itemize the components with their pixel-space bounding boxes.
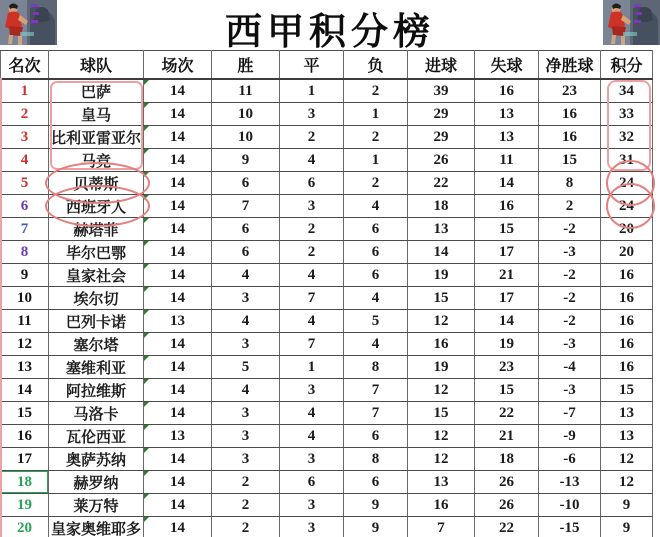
goals-for-cell: 16	[408, 333, 475, 356]
points-cell: 31	[601, 149, 653, 172]
rank-cell: 13	[1, 356, 49, 379]
team-cell: 塞维利亚	[49, 356, 144, 379]
points-cell: 12	[601, 448, 653, 471]
table-row	[1, 356, 653, 379]
played-cell: 14	[144, 172, 212, 195]
draw-cell: 3	[280, 448, 344, 471]
table-row	[1, 425, 653, 448]
points-cell: 32	[601, 126, 653, 149]
win-cell: 2	[212, 517, 280, 537]
win-cell: 3	[212, 333, 280, 356]
table-row	[1, 448, 653, 471]
points-cell: 16	[601, 264, 653, 287]
played-cell: 14	[144, 517, 212, 537]
played-cell: 14	[144, 471, 212, 494]
goals-for-cell: 16	[408, 494, 475, 517]
win-cell: 3	[212, 402, 280, 425]
goals-against-cell: 15	[475, 379, 539, 402]
column-header-wins: 胜	[212, 51, 280, 80]
basketball-artwork-icon	[603, 0, 660, 45]
draw-cell: 4	[280, 425, 344, 448]
draw-cell: 3	[280, 195, 344, 218]
goal-diff-cell: -10	[539, 494, 601, 517]
win-cell: 4	[212, 310, 280, 333]
win-cell: 3	[212, 448, 280, 471]
goals-for-cell: 19	[408, 356, 475, 379]
win-cell: 4	[212, 264, 280, 287]
played-cell: 14	[144, 218, 212, 241]
goal-diff-cell: 15	[539, 149, 601, 172]
rank-cell: 8	[1, 241, 49, 264]
loss-cell: 4	[344, 287, 408, 310]
title-band	[0, 0, 660, 53]
goals-against-cell: 16	[475, 195, 539, 218]
team-cell: 阿拉维斯	[49, 379, 144, 402]
goals-against-cell: 13	[475, 126, 539, 149]
win-cell: 6	[212, 172, 280, 195]
loss-cell: 2	[344, 172, 408, 195]
team-cell: 巴萨	[49, 79, 144, 103]
goals-against-cell: 26	[475, 494, 539, 517]
rank-cell: 12	[1, 333, 49, 356]
draw-cell: 4	[280, 149, 344, 172]
team-cell: 皇马	[49, 103, 144, 126]
goals-for-cell: 26	[408, 149, 475, 172]
draw-cell: 7	[280, 333, 344, 356]
team-cell: 贝蒂斯	[49, 172, 144, 195]
goal-diff-cell: -2	[539, 310, 601, 333]
goal-diff-cell: -2	[539, 287, 601, 310]
played-cell: 14	[144, 79, 212, 103]
goal-diff-cell: -9	[539, 425, 601, 448]
team-cell: 巴列卡诺	[49, 310, 144, 333]
points-cell: 13	[601, 425, 653, 448]
win-cell: 10	[212, 103, 280, 126]
loss-cell: 9	[344, 517, 408, 537]
table-row	[1, 264, 653, 287]
goals-for-cell: 13	[408, 218, 475, 241]
goals-for-cell: 18	[408, 195, 475, 218]
goal-diff-cell: 16	[539, 103, 601, 126]
points-cell: 13	[601, 402, 653, 425]
column-header-team: 球队	[49, 51, 144, 80]
rank-cell: 1	[1, 79, 49, 103]
goals-against-cell: 18	[475, 448, 539, 471]
rank-cell: 9	[1, 264, 49, 287]
win-cell: 6	[212, 218, 280, 241]
column-header-points: 积分	[601, 51, 653, 80]
goals-against-cell: 22	[475, 517, 539, 537]
rank-cell: 11	[1, 310, 49, 333]
goals-against-cell: 17	[475, 241, 539, 264]
team-cell: 赫塔菲	[49, 218, 144, 241]
team-cell: 皇家奥维耶多	[49, 517, 144, 537]
goal-diff-cell: -3	[539, 379, 601, 402]
goal-diff-cell: -3	[539, 333, 601, 356]
rank-cell: 3	[1, 126, 49, 149]
goals-against-cell: 17	[475, 287, 539, 310]
draw-cell: 2	[280, 126, 344, 149]
table-row	[1, 103, 653, 126]
goals-against-cell: 11	[475, 149, 539, 172]
draw-cell: 6	[280, 172, 344, 195]
goal-diff-cell: 16	[539, 126, 601, 149]
played-cell: 14	[144, 264, 212, 287]
played-cell: 14	[144, 494, 212, 517]
goal-diff-cell: -4	[539, 356, 601, 379]
draw-cell: 7	[280, 287, 344, 310]
column-header-losses: 负	[344, 51, 408, 80]
goal-diff-cell: -2	[539, 218, 601, 241]
points-cell: 15	[601, 379, 653, 402]
draw-cell: 3	[280, 379, 344, 402]
goals-for-cell: 12	[408, 379, 475, 402]
table-row	[1, 333, 653, 356]
played-cell: 14	[144, 287, 212, 310]
team-cell: 奥萨苏纳	[49, 448, 144, 471]
goals-against-cell: 14	[475, 310, 539, 333]
team-cell: 比利亚雷亚尔	[49, 126, 144, 149]
loss-cell: 7	[344, 379, 408, 402]
rank-cell: 14	[1, 379, 49, 402]
page-title: 西甲积分榜	[225, 12, 435, 53]
goals-against-cell: 23	[475, 356, 539, 379]
draw-cell: 4	[280, 402, 344, 425]
standings-table	[0, 50, 653, 537]
table-row	[1, 471, 653, 494]
goal-diff-cell: -2	[539, 264, 601, 287]
standings-body	[1, 79, 653, 537]
draw-cell: 3	[280, 103, 344, 126]
goals-for-cell: 22	[408, 172, 475, 195]
goals-for-cell: 15	[408, 402, 475, 425]
table-row	[1, 494, 653, 517]
win-cell: 2	[212, 494, 280, 517]
goals-against-cell: 26	[475, 471, 539, 494]
column-header-draws: 平	[280, 51, 344, 80]
draw-cell: 4	[280, 264, 344, 287]
loss-cell: 6	[344, 425, 408, 448]
loss-cell: 6	[344, 471, 408, 494]
loss-cell: 8	[344, 448, 408, 471]
table-row	[1, 287, 653, 310]
goal-diff-cell: 8	[539, 172, 601, 195]
draw-cell: 3	[280, 494, 344, 517]
goal-diff-cell: -15	[539, 517, 601, 537]
goals-against-cell: 15	[475, 218, 539, 241]
loss-cell: 4	[344, 333, 408, 356]
draw-cell: 3	[280, 517, 344, 537]
table-row	[1, 79, 653, 103]
draw-cell: 2	[280, 241, 344, 264]
win-cell: 7	[212, 195, 280, 218]
team-cell: 埃尔切	[49, 287, 144, 310]
points-cell: 33	[601, 103, 653, 126]
win-cell: 4	[212, 379, 280, 402]
loss-cell: 5	[344, 310, 408, 333]
team-cell: 莱万特	[49, 494, 144, 517]
table-row	[1, 517, 653, 537]
team-cell: 瓦伦西亚	[49, 425, 144, 448]
draw-cell: 2	[280, 218, 344, 241]
played-cell: 14	[144, 241, 212, 264]
win-cell: 11	[212, 79, 280, 103]
loss-cell: 6	[344, 218, 408, 241]
loss-cell: 9	[344, 494, 408, 517]
goals-for-cell: 12	[408, 448, 475, 471]
win-cell: 5	[212, 356, 280, 379]
table-row	[1, 172, 653, 195]
loss-cell: 6	[344, 241, 408, 264]
rank-cell: 10	[1, 287, 49, 310]
goals-for-cell: 29	[408, 103, 475, 126]
points-cell: 16	[601, 333, 653, 356]
table-row	[1, 402, 653, 425]
played-cell: 14	[144, 448, 212, 471]
loss-cell: 7	[344, 402, 408, 425]
table-row	[1, 310, 653, 333]
points-cell: 20	[601, 241, 653, 264]
table-row	[1, 218, 653, 241]
win-cell: 3	[212, 287, 280, 310]
win-cell: 3	[212, 425, 280, 448]
played-cell: 14	[144, 149, 212, 172]
table-row	[1, 149, 653, 172]
goals-for-cell: 12	[408, 310, 475, 333]
rank-cell: 7	[1, 218, 49, 241]
points-cell: 16	[601, 310, 653, 333]
goal-diff-cell: -13	[539, 471, 601, 494]
points-cell: 34	[601, 79, 653, 103]
loss-cell: 6	[344, 264, 408, 287]
column-header-goals-for: 进球	[408, 51, 475, 80]
rank-cell: 5	[1, 172, 49, 195]
column-header-goals-against: 失球	[475, 51, 539, 80]
played-cell: 14	[144, 379, 212, 402]
played-cell: 14	[144, 333, 212, 356]
loss-cell: 4	[344, 195, 408, 218]
team-cell: 毕尔巴鄂	[49, 241, 144, 264]
table-row	[1, 195, 653, 218]
loss-cell: 8	[344, 356, 408, 379]
goals-for-cell: 29	[408, 126, 475, 149]
rank-cell: 19	[1, 494, 49, 517]
goal-diff-cell: -3	[539, 241, 601, 264]
rank-cell: 2	[1, 103, 49, 126]
table-row	[1, 379, 653, 402]
played-cell: 13	[144, 425, 212, 448]
win-cell: 6	[212, 241, 280, 264]
draw-cell: 1	[280, 356, 344, 379]
rank-cell: 6	[1, 195, 49, 218]
points-cell: 9	[601, 517, 653, 537]
goals-against-cell: 16	[475, 79, 539, 103]
played-cell: 14	[144, 103, 212, 126]
team-cell: 皇家社会	[49, 264, 144, 287]
goals-against-cell: 19	[475, 333, 539, 356]
loss-cell: 2	[344, 79, 408, 103]
played-cell: 14	[144, 126, 212, 149]
table-row	[1, 241, 653, 264]
loss-cell: 1	[344, 149, 408, 172]
played-cell: 13	[144, 310, 212, 333]
draw-cell: 4	[280, 310, 344, 333]
goals-for-cell: 12	[408, 425, 475, 448]
goal-diff-cell: 23	[539, 79, 601, 103]
goals-for-cell: 39	[408, 79, 475, 103]
team-cell: 西班牙人	[49, 195, 144, 218]
rank-cell: 4	[1, 149, 49, 172]
points-cell: 24	[601, 195, 653, 218]
points-cell: 9	[601, 494, 653, 517]
rank-cell: 15	[1, 402, 49, 425]
table-row	[1, 126, 653, 149]
points-cell: 12	[601, 471, 653, 494]
rank-cell: 16	[1, 425, 49, 448]
goal-diff-cell: 2	[539, 195, 601, 218]
draw-cell: 1	[280, 79, 344, 103]
loss-cell: 2	[344, 126, 408, 149]
goal-diff-cell: -6	[539, 448, 601, 471]
points-cell: 24	[601, 172, 653, 195]
team-cell: 塞尔塔	[49, 333, 144, 356]
goals-against-cell: 13	[475, 103, 539, 126]
goals-for-cell: 7	[408, 517, 475, 537]
goal-diff-cell: -7	[539, 402, 601, 425]
goals-against-cell: 21	[475, 264, 539, 287]
loss-cell: 1	[344, 103, 408, 126]
draw-cell: 6	[280, 471, 344, 494]
rank-cell: 18	[1, 471, 49, 494]
rank-cell: 20	[1, 517, 49, 537]
column-header-played: 场次	[144, 51, 212, 80]
team-cell: 马洛卡	[49, 402, 144, 425]
goals-against-cell: 21	[475, 425, 539, 448]
team-cell: 马竞	[49, 149, 144, 172]
column-header-goal-diff: 净胜球	[539, 51, 601, 80]
played-cell: 14	[144, 356, 212, 379]
column-header-rank: 名次	[1, 51, 49, 80]
played-cell: 14	[144, 402, 212, 425]
win-cell: 10	[212, 126, 280, 149]
played-cell: 14	[144, 195, 212, 218]
goals-for-cell: 15	[408, 287, 475, 310]
header-row	[1, 51, 653, 80]
win-cell: 9	[212, 149, 280, 172]
points-cell: 16	[601, 356, 653, 379]
goals-for-cell: 19	[408, 264, 475, 287]
goals-against-cell: 22	[475, 402, 539, 425]
goals-for-cell: 14	[408, 241, 475, 264]
rank-cell: 17	[1, 448, 49, 471]
points-cell: 16	[601, 287, 653, 310]
goals-against-cell: 14	[475, 172, 539, 195]
team-cell: 赫罗纳	[49, 471, 144, 494]
points-cell: 20	[601, 218, 653, 241]
win-cell: 2	[212, 471, 280, 494]
goals-for-cell: 13	[408, 471, 475, 494]
